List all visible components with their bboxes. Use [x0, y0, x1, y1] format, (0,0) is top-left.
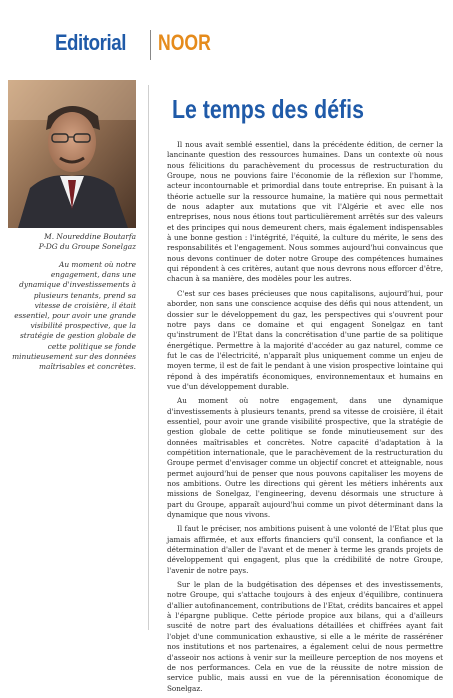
intro-quote: Au moment où notre engagement, dans une dynamique d'investissements à plusieurs tenants, prend sa vitesse de croisière, il était essentiel, pour avoir une grande visibilité prospective, que la stratégie de gestion globale de cette politique se fonde minutieusement sur des données maîtrisables et concrètes.: [12, 260, 136, 372]
article-paragraph: Au moment où notre engagement, dans une dynamique d'investissements à plusieurs tenants, prend sa vitesse de croisière, il était essentiel, pour avoir une grande visibilité prospective, que la stratégie de gestion globale de cette politique se fonde minutieusement sur des données maîtrisables et concrètes. Notre capacité d'adaptation à la compétition internationale, que le parachèvement de la restructuration du Groupe permet d'envisager comme un objectif concret et atteignable, nous permet aujourd'hui de penser que nous pouvons capitaliser les moyens de nos ambitions. Outre les directions qui gèrent les métiers inhérents aux missions de Sonelgaz, l'engineering, devenu désormais une structure à part du Groupe, apparaît aujourd'hui comme un pivot déterminant dans la dynamique que nous vivons.: [167, 396, 443, 520]
photo-caption: [14, 232, 136, 252]
portrait-image: [8, 80, 136, 228]
editorial-heading: Editorial: [55, 30, 126, 55]
section-heading: NOOR: [158, 30, 211, 55]
caption-role: P-DG du Groupe Sonelgaz: [38, 242, 136, 251]
caption-name: M. Noureddine Boutarfa: [44, 232, 136, 241]
article-paragraph: Il faut le préciser, nos ambitions puisent à une volonté de l'Etat plus que jamais affirmée, et aux efforts financiers qu'il consent, la confiance et la détermination d'aller de l'avant et de mener à terme les grands projets de développement qui engagent, plus que la crédibilité de notre Groupe, l'avenir de notre pays.: [167, 524, 443, 575]
article-paragraph: C'est sur ces bases précieuses que nous capitalisons, aujourd'hui, pour aborder, non sans une conscience acquise des défis qui nous attendent, un dossier sur le développement du gaz, les perspectives qui s'ouvrent pour notre pays dans ce domaine et qui engagent Sonelgaz en tant qu'instrument de l'Etat dans la concrétisation d'une partie de sa politique énergétique. Permettre à la majorité d'accéder au gaz naturel, comme ce fut le cas de l'électricité, n'apparaît plus uniquement comme un enjeu de moyen terme, il est de fait le pendant à une vision prospective lointaine qui répond à des impératifs économiques, environnementaux et humains en vue d'un développement durable.: [167, 288, 443, 391]
article-paragraph: Il nous avait semblé essentiel, dans la précédente édition, de cerner la lancinante question des ressources humaines. Dans un contexte où nous nous félicitions du parachèvement du processus de restructuration du Groupe, nous ne pouvions faire l'économie de la réflexion sur l'homme, acteur incontournable et primordial dans toute entreprise. En puisant à la théorie actuelle sur la ressource humaine, la matière qui nous permettait de nous adapter aux mutations que vit l'Algérie et avec elle nos entreprises, nous nous étions tout particulièrement arrêtés sur des valeurs et des principes qui nous demeurent chers, mais également indispensables à une bonne gestion : l'intégrité, l'équité, la culture du mérite, le sens des responsabilités et l'engagement. Nous sommes aujourd'hui convaincus que nous devons continuer de doter notre Groupe des compétences humaines qui répondent à ces critères, autant que nous devrons nous efforcer d'être, chacun à sa manière, des modèles pour les autres.: [167, 140, 443, 284]
column-divider: [148, 85, 149, 630]
article-title: Le temps des défis: [172, 94, 364, 124]
portrait-photo: [8, 80, 136, 228]
header-divider: [150, 30, 151, 60]
article-paragraph: Sur le plan de la budgétisation des dépenses et des investissements, notre Groupe, qui s'attache toujours à des enjeux d'équilibre, continuera d'allier autofinancement, contributions de l'Etat, crédits bancaires et appel à l'épargne publique. Cette période propice aux bilans, qui a d'ailleurs suscité de notre part des évaluations détaillées et chiffrées ayant fait l'objet d'une communication exhaustive, si elle a le mérite de rasséréner nos institutions et nos partenaires, a également celui de nous permettre d'asseoir nos actions à venir sur la meilleure perception de nos moyens et de nos performances. Cela en vue de la réussite de notre mission de service public, mais aussi en vue de la pérennisation économique de Sonelgaz.: [167, 580, 443, 693]
page-header: [0, 0, 453, 90]
article-body: [167, 140, 443, 698]
